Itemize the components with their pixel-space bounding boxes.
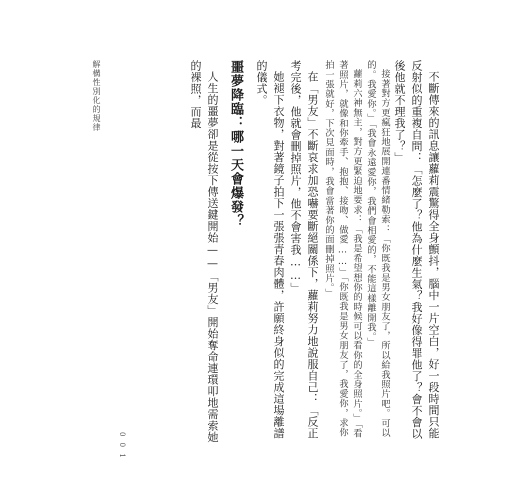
- paragraph: 蘿莉六神無主，對方更緊迫地要求：「我是希望想你的時候可以看你的全身照片。」「看著照片，就像和你牽手、抱抱、接吻、做愛……」「你既我是男女朋友了，我愛你，求你拍一張就好，下次見面時，我會當著你的面刪掉照片。」: [323, 60, 362, 439]
- section-heading: 噩夢降臨：哪一天會爆發？: [228, 60, 243, 228]
- paragraph: 她褪下衣物，對著鏡子拍下一張張青春肉體，許願終身似的完成這場離譜的儀式。: [255, 60, 285, 439]
- paragraph: 接著對方更瘋狂地展開連番情緒勒索：「你既我是男女朋友了，所以給我照片吧。可以的。我愛你。」「我會永遠愛你，我們會相愛的，不能這樣離開我。」: [365, 60, 390, 438]
- body-text: [132, 60, 442, 445]
- paragraph: 人生的噩夢卻是從按下傳送鍵開始——「男友」開始奪命連環叩地需索她的裸照，而最: [189, 60, 219, 443]
- paragraph: 在「男友」不斷哀求加恐嚇要斷絕關係下，蘿莉努力地說服自己：「反正考完後，他就會刪掉照片，他不會害我……」: [289, 60, 319, 439]
- running-header: 解構性別化的規律: [92, 60, 101, 132]
- page-number: 0 0 1: [118, 432, 126, 460]
- paragraph: 不斷傳來的訊息讓蘿莉震驚得全身顫抖，腦中一片空白，好一段時間只能反射似的重複自問：「怎麼了？他為什麼生氣？我好像得罪他了？會不會以後他就不理我了？」: [393, 60, 440, 440]
